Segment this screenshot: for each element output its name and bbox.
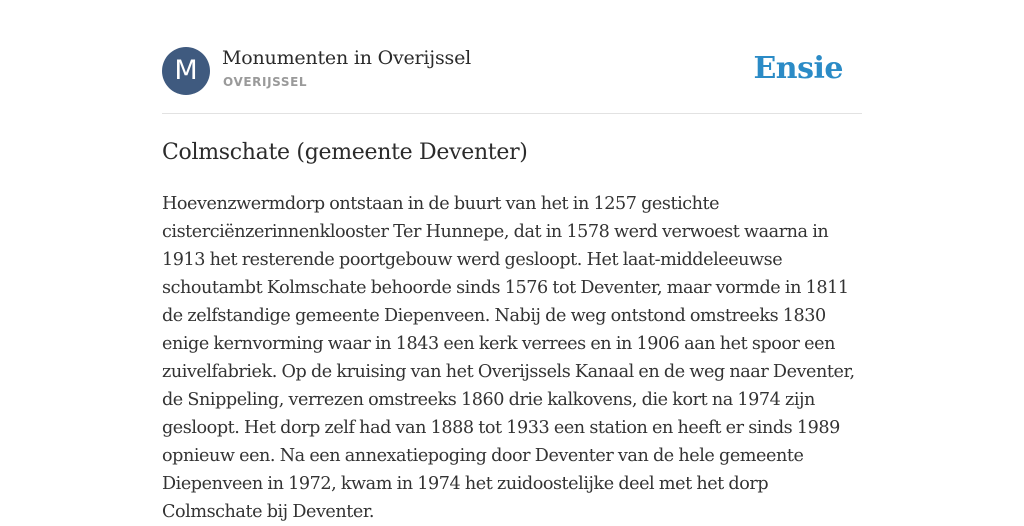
brand-logo[interactable]: Ensie [753,51,843,86]
article-body: Hoevenzwermdorp ontstaan in de buurt van het in 1257 gestichte cisterciënzerinnenklooster Ter Hunnepe, dat in 1578 werd verwoest waarna in 1913 het resterende poortgebouw werd gesloopt. Het laat-middeleeuwse schoutambt Kolmschate behoorde sinds 1576 tot Deventer, maar vormde in 1811 de zelfstandige gemeente Diepenveen. Nabij de weg ontstond omstreeks 1830 enige kernvorming waar in 1843 een kerk verrees en in 1906 aan het spoor een zuivelfabriek. Op de kruising van het Overijssels Kanaal en de weg naar Deventer, de Snippeling, verrezen omstreeks 1860 drie kalkovens, die kort na 1974 zijn gesloopt. Het dorp zelf had van 1888 tot 1933 een station en heeft er sinds 1989 opnieuw een. Na een annexatiepoging door Deventer van de hele gemeente Diepenveen in 1972, kwam in 1974 het zuidoostelijke deel met het dorp Colmschate bij Deventer. [162,194,855,522]
publication-avatar[interactable]: M [162,47,210,95]
publication-subtitle[interactable]: OVERIJSSEL [223,75,308,89]
article-title: Colmschate (gemeente Deventer) [162,140,528,165]
publication-header [162,47,862,95]
header-divider [162,113,862,114]
publication-title[interactable]: Monumenten in Overijssel [222,47,472,69]
